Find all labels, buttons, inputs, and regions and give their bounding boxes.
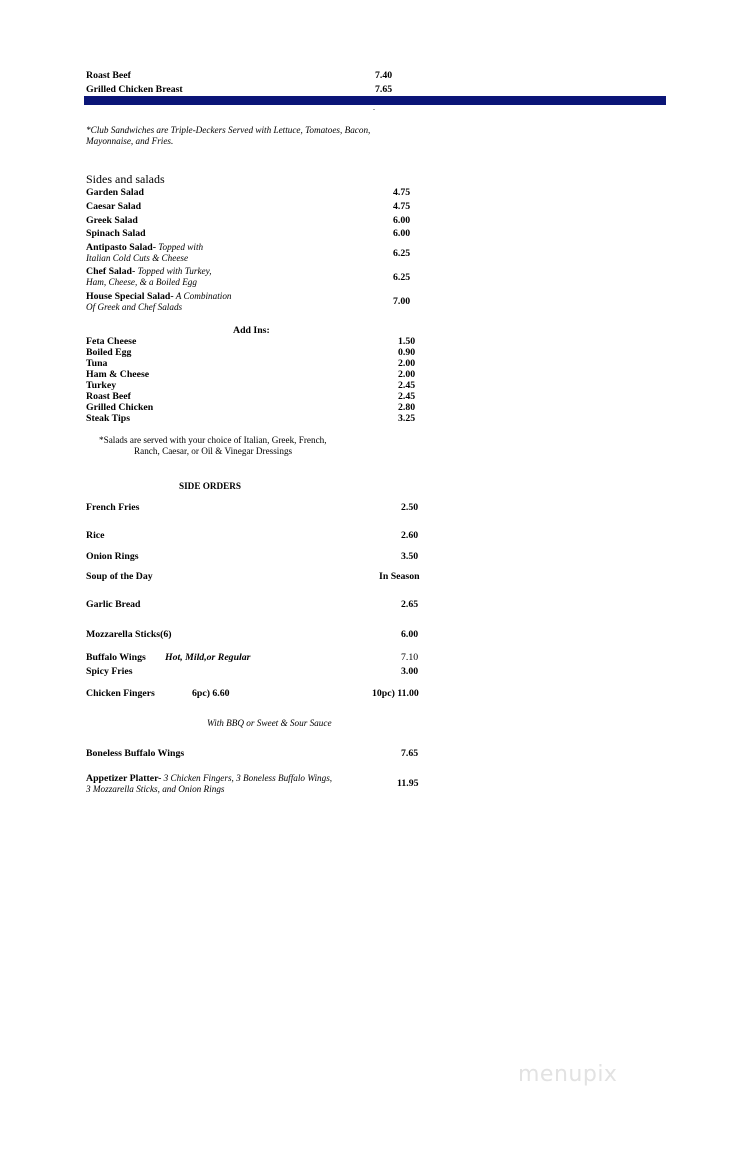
menu-item-price: 4.75: [393, 201, 411, 212]
menupix-watermark: menupix: [518, 1062, 618, 1087]
side-item-price: 2.60: [401, 530, 419, 541]
addin-name: Grilled Chicken: [86, 402, 154, 413]
side-item-price: 2.50: [401, 502, 419, 513]
menu-item-price: 7.65: [375, 84, 393, 95]
side-item-name: Soup of the Day: [86, 571, 153, 582]
section-heading-addins: Add Ins:: [233, 325, 270, 336]
addin-price: 3.25: [398, 413, 416, 424]
side-item-price: 7.65: [401, 748, 419, 759]
menu-item-with-desc: [86, 242, 203, 253]
menu-item-name: Chef Salad-: [86, 266, 136, 277]
addin-price: 2.45: [398, 380, 416, 391]
menu-item-name: Roast Beef: [86, 70, 131, 81]
addin-price: 2.00: [398, 369, 416, 380]
menu-item-name: Grilled Chicken Breast: [86, 84, 183, 95]
menu-item-desc: Of Greek and Chef Salads: [86, 302, 183, 312]
side-item-name: Rice: [86, 530, 105, 541]
menu-item-price: 7.40: [375, 70, 393, 81]
menu-item-desc: A Combination: [173, 291, 232, 301]
stray-dot: .: [373, 103, 375, 112]
menu-item-name: Greek Salad: [86, 215, 138, 226]
addin-price: 2.80: [398, 402, 416, 413]
menu-item-price: 4.75: [393, 187, 411, 198]
chicken-fingers-sauce-note: With BBQ or Sweet & Sour Sauce: [207, 718, 332, 728]
appetizer-platter: [86, 773, 332, 784]
addin-name: Ham & Cheese: [86, 369, 150, 380]
addin-name: Turkey: [86, 380, 117, 391]
dressing-note-line-2: Ranch, Caesar, or Oil & Vinegar Dressings: [134, 446, 293, 456]
menu-item-desc: Topped with Turkey,: [135, 266, 212, 276]
section-divider-bar: [84, 96, 666, 105]
menu-item-price: 6.00: [393, 215, 411, 226]
side-item-price: 3.50: [401, 551, 419, 562]
menu-item-with-desc: [86, 266, 212, 277]
section-heading-salads: Sides and salads: [86, 172, 165, 186]
menu-item-name: Spinach Salad: [86, 228, 146, 239]
side-item-price: In Season: [379, 571, 420, 582]
menu-item-price: 6.00: [393, 228, 411, 239]
addin-price: 2.45: [398, 391, 416, 402]
section-heading-side-orders: SIDE ORDERS: [179, 481, 242, 491]
menu-item-name: Garden Salad: [86, 187, 144, 198]
side-item-name: Buffalo Wings: [86, 652, 146, 663]
menu-item-price: 6.25: [393, 272, 411, 283]
side-item-name: Mozzarella Sticks(6): [86, 629, 172, 640]
addin-name: Roast Beef: [86, 391, 131, 402]
addin-name: Steak Tips: [86, 413, 131, 424]
club-note-line-2: Mayonnaise, and Fries.: [86, 136, 174, 146]
side-item-price: 7.10: [401, 652, 419, 663]
menu-item-price: 6.25: [393, 248, 411, 259]
side-item-price: 2.65: [401, 599, 419, 610]
side-item-name: Boneless Buffalo Wings: [86, 748, 185, 759]
menu-item-desc: Ham, Cheese, & a Boiled Egg: [86, 277, 197, 287]
side-item-price-small: 6pc) 6.60: [192, 688, 230, 699]
menu-item-desc: Topped with: [155, 242, 204, 252]
side-item-price: 6.00: [401, 629, 419, 640]
addin-price: 2.00: [398, 358, 416, 369]
side-item-desc: 3 Chicken Fingers, 3 Boneless Buffalo Wings,: [161, 773, 333, 783]
menu-item-name: Caesar Salad: [86, 201, 142, 212]
side-item-desc: Hot, Mild,or Regular: [165, 652, 251, 663]
side-item-name: Garlic Bread: [86, 599, 141, 610]
menu-item-name: House Special Salad-: [86, 291, 174, 302]
menu-item-name: Antipasto Salad-: [86, 242, 156, 253]
addin-name: Tuna: [86, 358, 108, 369]
side-item-price-large: 10pc) 11.00: [372, 688, 419, 699]
dressing-note-line-1: *Salads are served with your choice of Italian, Greek, French,: [99, 435, 327, 445]
side-item-desc: 3 Mozzarella Sticks, and Onion Rings: [86, 784, 225, 794]
club-note-line-1: *Club Sandwiches are Triple-Deckers Served with Lettuce, Tomatoes, Bacon,: [86, 125, 371, 135]
side-item-price: 11.95: [397, 778, 419, 789]
side-item-name: Appetizer Platter-: [86, 773, 162, 784]
side-item-name: French Fries: [86, 502, 140, 513]
menu-item-price: 7.00: [393, 296, 411, 307]
menu-item-with-desc: [86, 291, 232, 302]
side-item-name: Chicken Fingers: [86, 688, 155, 699]
side-item-name: Spicy Fries: [86, 666, 133, 677]
addin-price: 1.50: [398, 336, 416, 347]
addin-name: Feta Cheese: [86, 336, 137, 347]
side-item-name: Onion Rings: [86, 551, 139, 562]
menu-item-desc: Italian Cold Cuts & Cheese: [86, 253, 189, 263]
side-item-price: 3.00: [401, 666, 419, 677]
addin-name: Boiled Egg: [86, 347, 132, 358]
addin-price: 0.90: [398, 347, 416, 358]
